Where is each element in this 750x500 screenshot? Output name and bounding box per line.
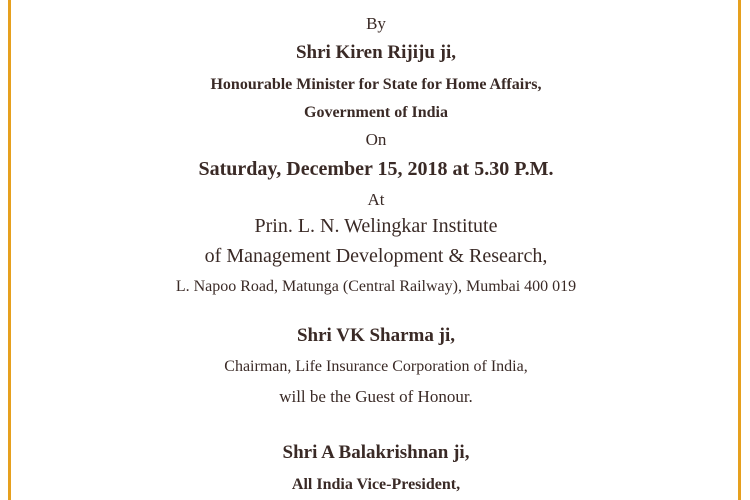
on-label: On bbox=[365, 130, 387, 149]
chief-guest-name: Shri Kiren Rijiju ji, bbox=[295, 42, 457, 63]
left-border-rule bbox=[8, 0, 11, 500]
at-label: At bbox=[367, 190, 385, 209]
chief-guest-title: Honourable Minister for State for Home Affairs, bbox=[210, 76, 542, 93]
guest-of-honour-title: Chairman, Life Insurance Corporation of India, bbox=[224, 358, 528, 375]
third-dignitary-title: All India Vice-President, bbox=[291, 476, 461, 493]
guest-of-honour-name: Shri VK Sharma ji, bbox=[296, 325, 455, 346]
guest-of-honour-role: will be the Guest of Honour. bbox=[279, 387, 473, 406]
venue-line-1: Prin. L. N. Welingkar Institute bbox=[254, 215, 498, 237]
venue-address: L. Napoo Road, Matunga (Central Railway), Mumbai 400 019 bbox=[175, 278, 577, 295]
venue-line-2: of Management Development & Research, bbox=[204, 245, 548, 267]
by-label: By bbox=[366, 14, 386, 33]
chief-guest-organization: Government of India bbox=[304, 104, 448, 121]
right-border-rule bbox=[738, 0, 741, 500]
third-dignitary-name: Shri A Balakrishnan ji, bbox=[282, 442, 470, 463]
event-date-time: Saturday, December 15, 2018 at 5.30 P.M. bbox=[198, 158, 554, 180]
